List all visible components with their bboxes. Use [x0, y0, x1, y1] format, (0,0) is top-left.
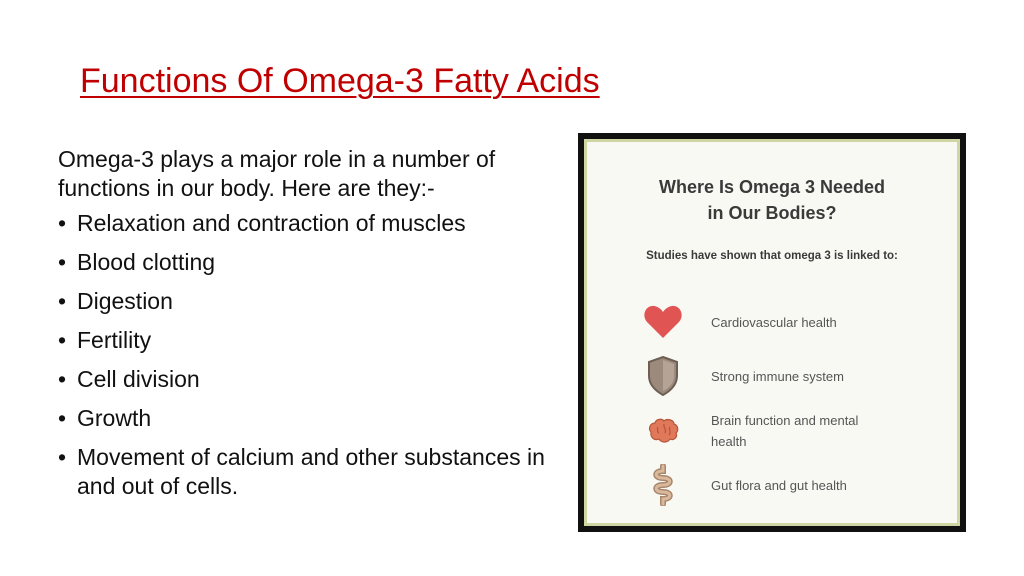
omega3-infographic	[578, 133, 966, 532]
bullet-icon: •	[58, 366, 67, 392]
intestine-icon	[643, 465, 683, 505]
bullet-icon: •	[58, 405, 67, 431]
shield-icon	[643, 356, 683, 396]
infographic-subheading: Studies have shown that omega 3 is linked to:	[646, 250, 898, 262]
list-item-text: Blood clotting	[77, 249, 216, 275]
bullet-icon: •	[58, 444, 67, 470]
infographic-item-brain	[643, 410, 881, 452]
list-item-text: Fertility	[77, 327, 152, 353]
bullet-icon: •	[58, 288, 67, 314]
bullet-icon: •	[58, 327, 67, 353]
infographic-heading	[587, 174, 957, 226]
infographic-item-immune	[643, 356, 881, 396]
list-item	[58, 443, 558, 501]
list-item	[58, 209, 558, 238]
infographic-item-label: Cardiovascular health	[711, 314, 837, 330]
list-item-text: Cell division	[77, 366, 200, 392]
list-item-text: Movement of calcium and other substances in and out of cells.	[77, 444, 545, 499]
infographic-item-gut	[643, 465, 881, 505]
list-item	[58, 365, 558, 394]
brain-icon	[643, 411, 683, 451]
body-text	[58, 145, 558, 511]
list-item	[58, 287, 558, 316]
bullet-list	[58, 209, 558, 501]
bullet-icon: •	[58, 210, 67, 236]
bullet-icon: •	[58, 249, 67, 275]
infographic-heading-line2: in Our Bodies?	[707, 203, 837, 223]
list-item	[58, 326, 558, 355]
infographic-frame	[584, 139, 960, 526]
intro-text: Omega-3 plays a major role in a number of functions in our body. Here are they:-	[58, 146, 496, 201]
list-item	[58, 248, 558, 277]
infographic-item-label: Gut flora and gut health	[711, 477, 847, 493]
list-item-text: Relaxation and contraction of muscles	[77, 210, 466, 236]
list-item	[58, 404, 558, 433]
infographic-item-label: Brain function and mental health	[711, 413, 859, 449]
infographic-item-cardio	[643, 302, 881, 342]
list-item-text: Digestion	[77, 288, 173, 314]
heart-icon	[643, 302, 683, 342]
list-item-text: Growth	[77, 405, 152, 431]
slide-title: Functions Of Omega-3 Fatty Acids	[80, 62, 600, 100]
infographic-heading-line1: Where Is Omega 3 Needed	[658, 177, 886, 197]
infographic-item-label: Strong immune system	[711, 368, 844, 384]
